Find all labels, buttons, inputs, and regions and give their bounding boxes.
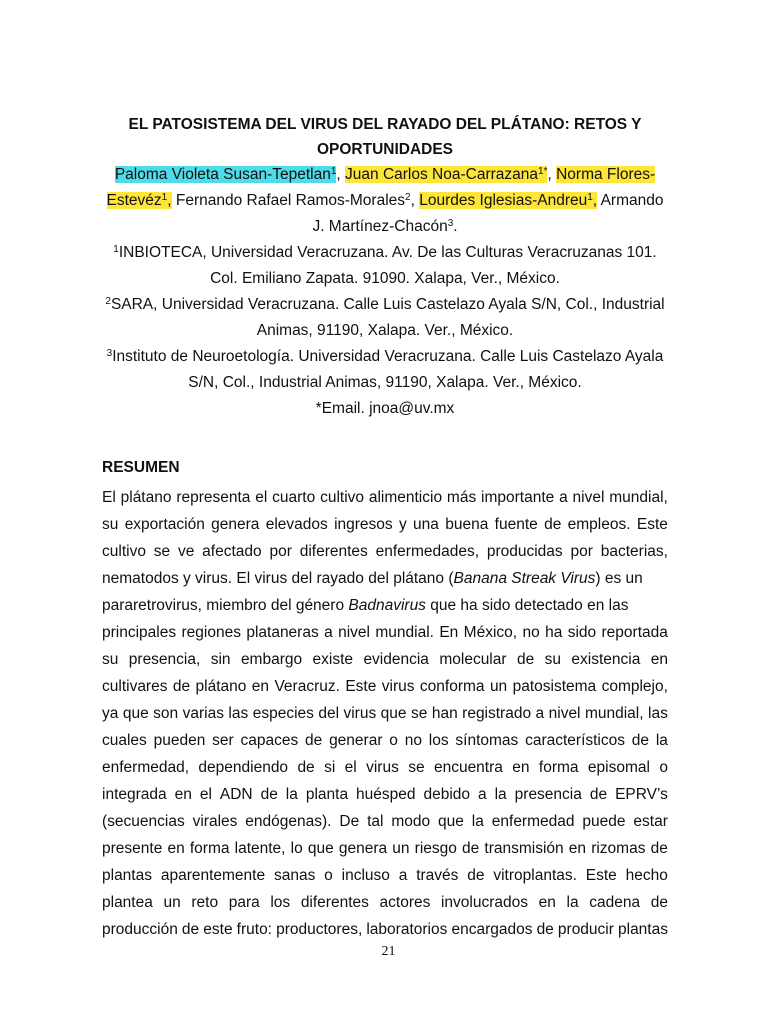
authors-line-3: J. Martínez-Chacón$^3$. bbox=[312, 218, 458, 235]
title-line-1: EL PATOSISTEMA DEL VIRUS DEL RAYADO DEL PLÁTANO: RETOS Y bbox=[128, 116, 642, 133]
author-1: Paloma Violeta Susan-Tepetlan$^1$ bbox=[114, 166, 337, 183]
abstract-line: su exportación genera elevados ingresos y una buena fuente de empleos. Este bbox=[102, 516, 668, 533]
affiliation-2: $^2$SARA, Universidad Veracruzana. Calle Luis Castelazo Ayala S/N, Col., Industrial bbox=[105, 296, 665, 313]
abstract-body bbox=[102, 484, 668, 943]
abstract-heading: RESUMEN bbox=[102, 459, 180, 476]
affiliation-3: $^3$Instituto de Neuroetología. Universidad Veracruzana. Calle Luis Castelazo Ayala bbox=[106, 348, 664, 365]
abstract-line: pararetrovirus, miembro del género Badnavirus que ha sido detectado en las bbox=[102, 597, 629, 614]
author-4: Fernando Rafael Ramos-Morales$^2$ bbox=[175, 192, 411, 209]
abstract-line: enfermedad, dependiendo de si el virus se encuentra en forma episomal o bbox=[102, 759, 668, 776]
abstract-line: cuales pueden ser capaces de generar o no los síntomas característicos de la bbox=[102, 732, 668, 749]
abstract-line: principales regiones plataneras a nivel mundial. En México, no ha sido reportada bbox=[102, 624, 668, 641]
abstract-line: integrada en el ADN de la planta huésped debido a la presencia de EPRV’s bbox=[102, 786, 668, 803]
abstract-line: cultivo se ve afectado por diferentes enfermedades, producidas por bacterias, bbox=[102, 543, 668, 560]
page-number: 21 bbox=[381, 944, 396, 959]
author-6-part2: J. Martínez-Chacón bbox=[312, 218, 448, 235]
abstract-line: su presencia, sin embargo existe evidencia molecular de su existencia en bbox=[102, 651, 668, 668]
abstract-line: (secuencias virales endógenas). De tal modo que la enfermedad puede estar bbox=[102, 813, 668, 830]
abstract-line: cultivares de plátano en Veracruz. Este virus conforma un patosistema complejo, bbox=[102, 678, 668, 695]
abstract-line: ya que son varias las especies del virus que se han registrado a nivel mundial, las bbox=[102, 705, 668, 722]
affiliation-1-cont: Col. Emiliano Zapata. 91090. Xalapa, Ver., México. bbox=[210, 270, 560, 287]
author-3-part2: Estevéz$^1$, bbox=[106, 192, 172, 209]
corresponding-email: *Email. jnoa@uv.mx bbox=[315, 400, 455, 417]
genus-name: Badnavirus bbox=[348, 597, 426, 614]
author-3-part1: Norma Flores- bbox=[556, 166, 656, 183]
abstract-line: producción de este fruto: productores, laboratorios encargados de producir plantas bbox=[102, 921, 668, 938]
author-6-part1: Armando bbox=[600, 192, 664, 209]
authors-line-1: Paloma Violeta Susan-Tepetlan$^1$, Juan Carlos Noa-Carrazana$^{1*}$, Norma Flores- bbox=[114, 166, 656, 183]
abstract-line: nematodos y virus. El virus del rayado del plátano (Banana Streak Virus) es un bbox=[102, 570, 643, 587]
affiliation-3-cont: S/N, Col., Industrial Animas, 91190, Xalapa. Ver., México. bbox=[188, 374, 582, 391]
abstract-line: presente en forma latente, lo que genera un riesgo de transmisión en rizomas de bbox=[102, 840, 668, 857]
author-2: Juan Carlos Noa-Carrazana$^{1*}$ bbox=[345, 166, 548, 183]
virus-name: Banana Streak Virus bbox=[453, 570, 596, 587]
authors-line-2: Estevéz$^1$, Fernando Rafael Ramos-Morales$^2$, Lourdes Iglesias-Andreu$^1$, Armando bbox=[106, 192, 664, 209]
affiliation-1: $^1$INBIOTECA, Universidad Veracruzana. Av. De las Culturas Veracruzanas 101. bbox=[113, 244, 657, 261]
title-line-2: OPORTUNIDADES bbox=[316, 141, 454, 158]
abstract-line: plantas aparentemente sanas o incluso a través de vitroplantas. Este hecho bbox=[102, 867, 668, 884]
author-5: Lourdes Iglesias-Andreu$^1$, bbox=[419, 192, 598, 209]
abstract-line: El plátano representa el cuarto cultivo alimenticio más importante a nivel mundial, bbox=[102, 489, 668, 506]
article-header bbox=[100, 112, 670, 422]
article-title bbox=[100, 112, 670, 162]
affiliation-2-cont: Animas, 91190, Xalapa. Ver., México. bbox=[256, 322, 514, 339]
abstract-line: plantea un reto para los diferentes actores involucrados en la cadena de bbox=[102, 894, 668, 911]
